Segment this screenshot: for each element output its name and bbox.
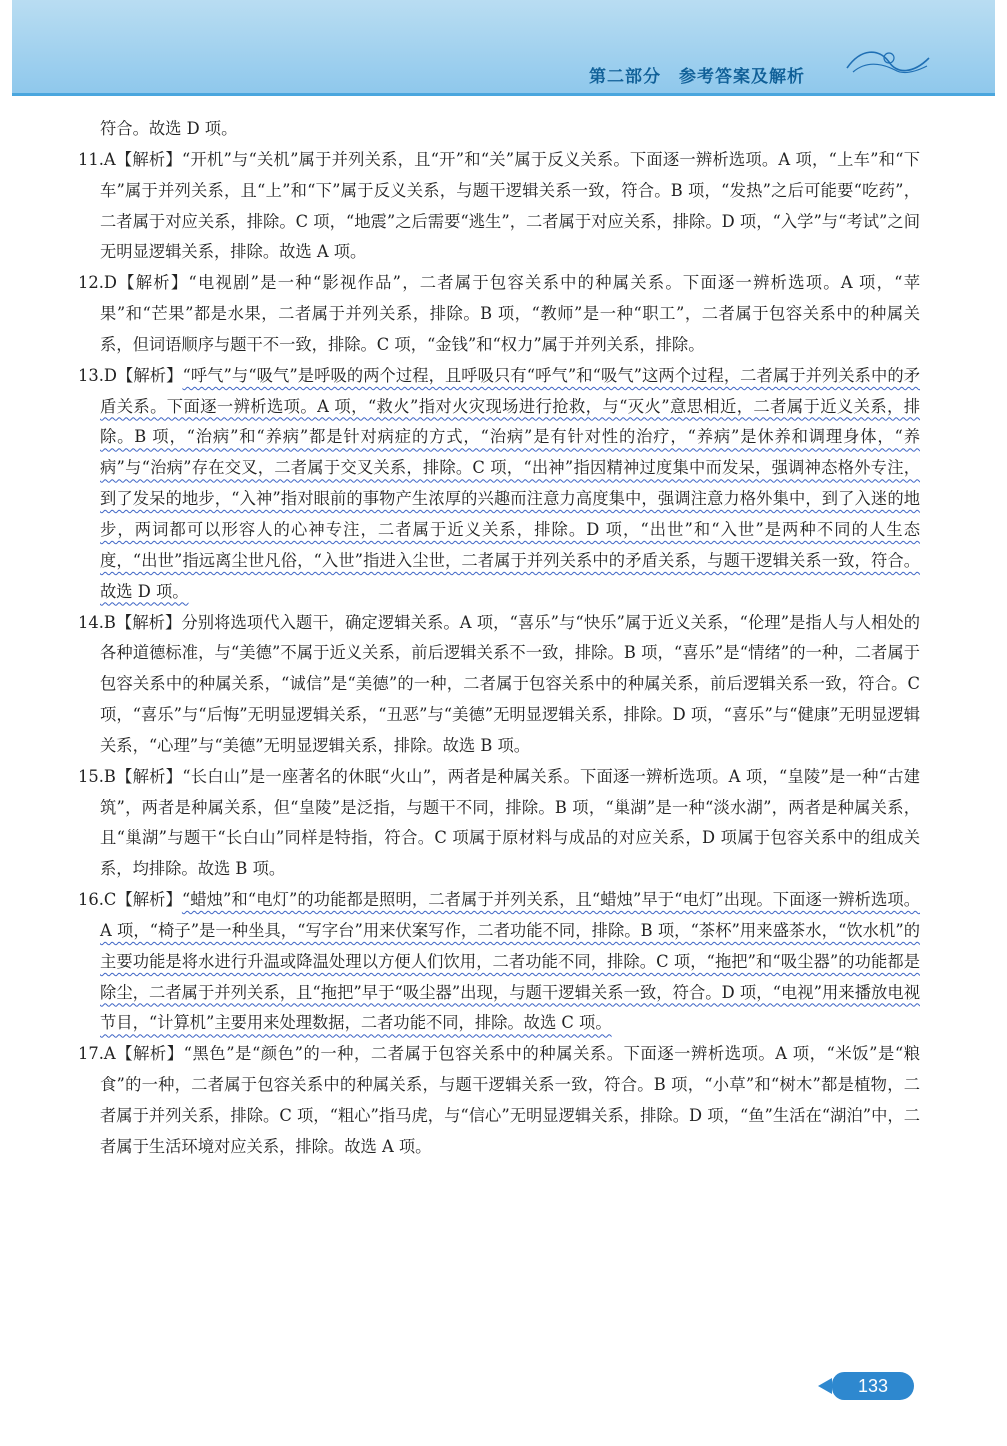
answer-item-13 bbox=[78, 361, 920, 608]
answer-number: 14.B bbox=[78, 612, 116, 632]
analysis-text: “长白山”是一座著名的休眠“火山”，两者是种属关系。下面逐一辨析选项。A 项，“皇陵”是一种“古建筑”，两者是种属关系，但“皇陵”是泛指，与题干不同，排除。B 项，“巢湖”是一种“淡水湖”，两者是种属关系，且“巢湖”与题干“长白山”同样是特指，符合。C 项属于原材料与成品的对应关系，D 项属于包容关系中的组成关系，均排除。故选 B 项。 bbox=[100, 766, 920, 879]
answer-content bbox=[78, 114, 920, 1163]
answer-item-11 bbox=[78, 145, 920, 268]
answer-number: 16.C bbox=[78, 890, 117, 910]
answer-number: 13.D bbox=[78, 365, 117, 385]
answer-item-12 bbox=[78, 268, 920, 361]
answer-number: 11.A bbox=[78, 149, 116, 169]
header-section: 参考答案及解析 bbox=[679, 67, 805, 87]
answer-number: 12.D bbox=[78, 273, 117, 293]
analysis-tag: 【解析】 bbox=[115, 612, 182, 632]
analysis-tag: 【解析】 bbox=[116, 890, 182, 910]
analysis-text: “呼气”与“吸气”是呼吸的两个过程，且呼吸只有“呼气”和“吸气”这两个过程，二者属于并列关系中的矛盾关系。下面逐一辨析选项。A 项，“救火”指对火灾现场进行抢救，与“灭火”意思相近，二者属于近义关系，排除。B 项，“治病”和“养病”都是针对病症的方式，“治病”是有针对性的治疗，“养病”是休养和调理身体，“养病”与“治病”存在交叉，二者属于交叉关系，排除。C 项，“出神”指因精神过度集中而发呆，强调神态格外专注，到了发呆的地步，“入神”指对眼前的事物产生浓厚的兴趣而注意力高度集中，强调注意力格外集中，到了入迷的地步，两词都可以形容人的心神专注，二者属于近义关系，排除。D 项，“出世”和“入世”是两种不同的人生态度，“出世”指远离尘世凡俗，“入世”指进入尘世，二者属于并列关系中的矛盾关系，与题干逻辑关系一致，符合。故选 D 项。 bbox=[100, 365, 920, 601]
analysis-text: “黑色”是“颜色”的一种，二者属于包容关系中的种属关系。下面逐一辨析选项。A 项，“米饭”是“粮食”的一种，二者属于包容关系中的种属关系，与题干逻辑关系一致，符合。B 项，“小草”和“树木”都是植物，二者属于并列关系，排除。C 项，“粗心”指马虎，与“信心”无明显逻辑关系，排除。D 项，“鱼”生活在“湖泊”中，二者属于生活环境对应关系，排除。故选 A 项。 bbox=[100, 1044, 920, 1156]
header-title bbox=[589, 62, 823, 87]
analysis-tag: 【解析】 bbox=[116, 365, 183, 385]
intro-line: 符合。故选 D 项。 bbox=[100, 119, 238, 138]
analysis-text: “蜡烛”和“电灯”的功能都是照明，二者属于并列关系，且“蜡烛”早于“电灯”出现。下面逐一辨析选项。A 项，“椅子”是一种坐具，“写字台”用来伏案写作，二者功能不同，排除。B 项，“茶杯”用来盛茶水，“饮水机”的主要功能是将水进行升温或降温处理以方便人们饮用，二者功能不同，排除。C 项，“拖把”和“吸尘器”的功能都是除尘，二者属于并列关系，且“拖把”早于“吸尘器”出现，与题干逻辑关系一致，符合。D 项，“电视”用来播放电视节目，“计算机”主要用来处理数据，二者功能不同，排除。故选 C 项。 bbox=[100, 890, 920, 1033]
analysis-text: “开机”与“关机”属于并列关系，且“开”和“关”属于反义关系。下面逐一辨析选项。A 项，“上车”和“下车”属于并列关系，且“上”和“下”属于反义关系，与题干逻辑关系一致，符合。B 项，“发热”之后可能要“吃药”，二者属于对应关系，排除。C 项，“地震”之后需要“逃生”，二者属于对应关系，排除。D 项，“入学”与“考试”之间无明显逻辑关系，排除。故选 A 项。 bbox=[100, 149, 920, 262]
analysis-tag: 【解析】 bbox=[115, 1044, 184, 1064]
analysis-tag: 【解析】 bbox=[115, 149, 182, 169]
page-number: 133 bbox=[832, 1372, 914, 1400]
swirl-ornament-icon bbox=[843, 44, 933, 80]
header-part: 第二部分 bbox=[589, 67, 661, 87]
answer-item-14 bbox=[78, 608, 920, 762]
answer-item-15 bbox=[78, 762, 920, 885]
analysis-tag: 【解析】 bbox=[115, 766, 183, 786]
answer-item-17 bbox=[78, 1039, 920, 1162]
analysis-tag: 【解析】 bbox=[116, 273, 189, 293]
answer-number: 17.A bbox=[78, 1044, 116, 1064]
analysis-text: “电视剧”是一种“影视作品”，二者属于包容关系中的种属关系。下面逐一辨析选项。A 项，“苹果”和“芒果”都是水果，二者属于并列关系，排除。B 项，“教师”是一种“职工”，二者属于包容关系中的种属关系，但词语顺序与题干不一致，排除。C 项，“金钱”和“权力”属于并列关系，排除。 bbox=[100, 273, 920, 354]
answer-number: 15.B bbox=[78, 766, 116, 786]
page-header bbox=[12, 0, 995, 96]
analysis-text: 分别将选项代入题干，确定逻辑关系。A 项，“喜乐”与“快乐”属于近义关系，“伦理”是指人与人相处的各种道德标准，与“美德”不属于近义关系，前后逻辑关系不一致，排除。B 项，“喜乐”是“情绪”的一种，二者属于包容关系中的种属关系，“诚信”是“美德”的一种，二者属于包容关系中的种属关系，前后逻辑关系一致，符合。C 项，“喜乐”与“后悔”无明显逻辑关系，“丑恶”与“美德”无明显逻辑关系，排除。D 项，“喜乐”与“健康”无明显逻辑关系，“心理”与“美德”无明显逻辑关系，排除。故选 B 项。 bbox=[100, 612, 920, 755]
answer-item-16 bbox=[78, 885, 920, 1039]
